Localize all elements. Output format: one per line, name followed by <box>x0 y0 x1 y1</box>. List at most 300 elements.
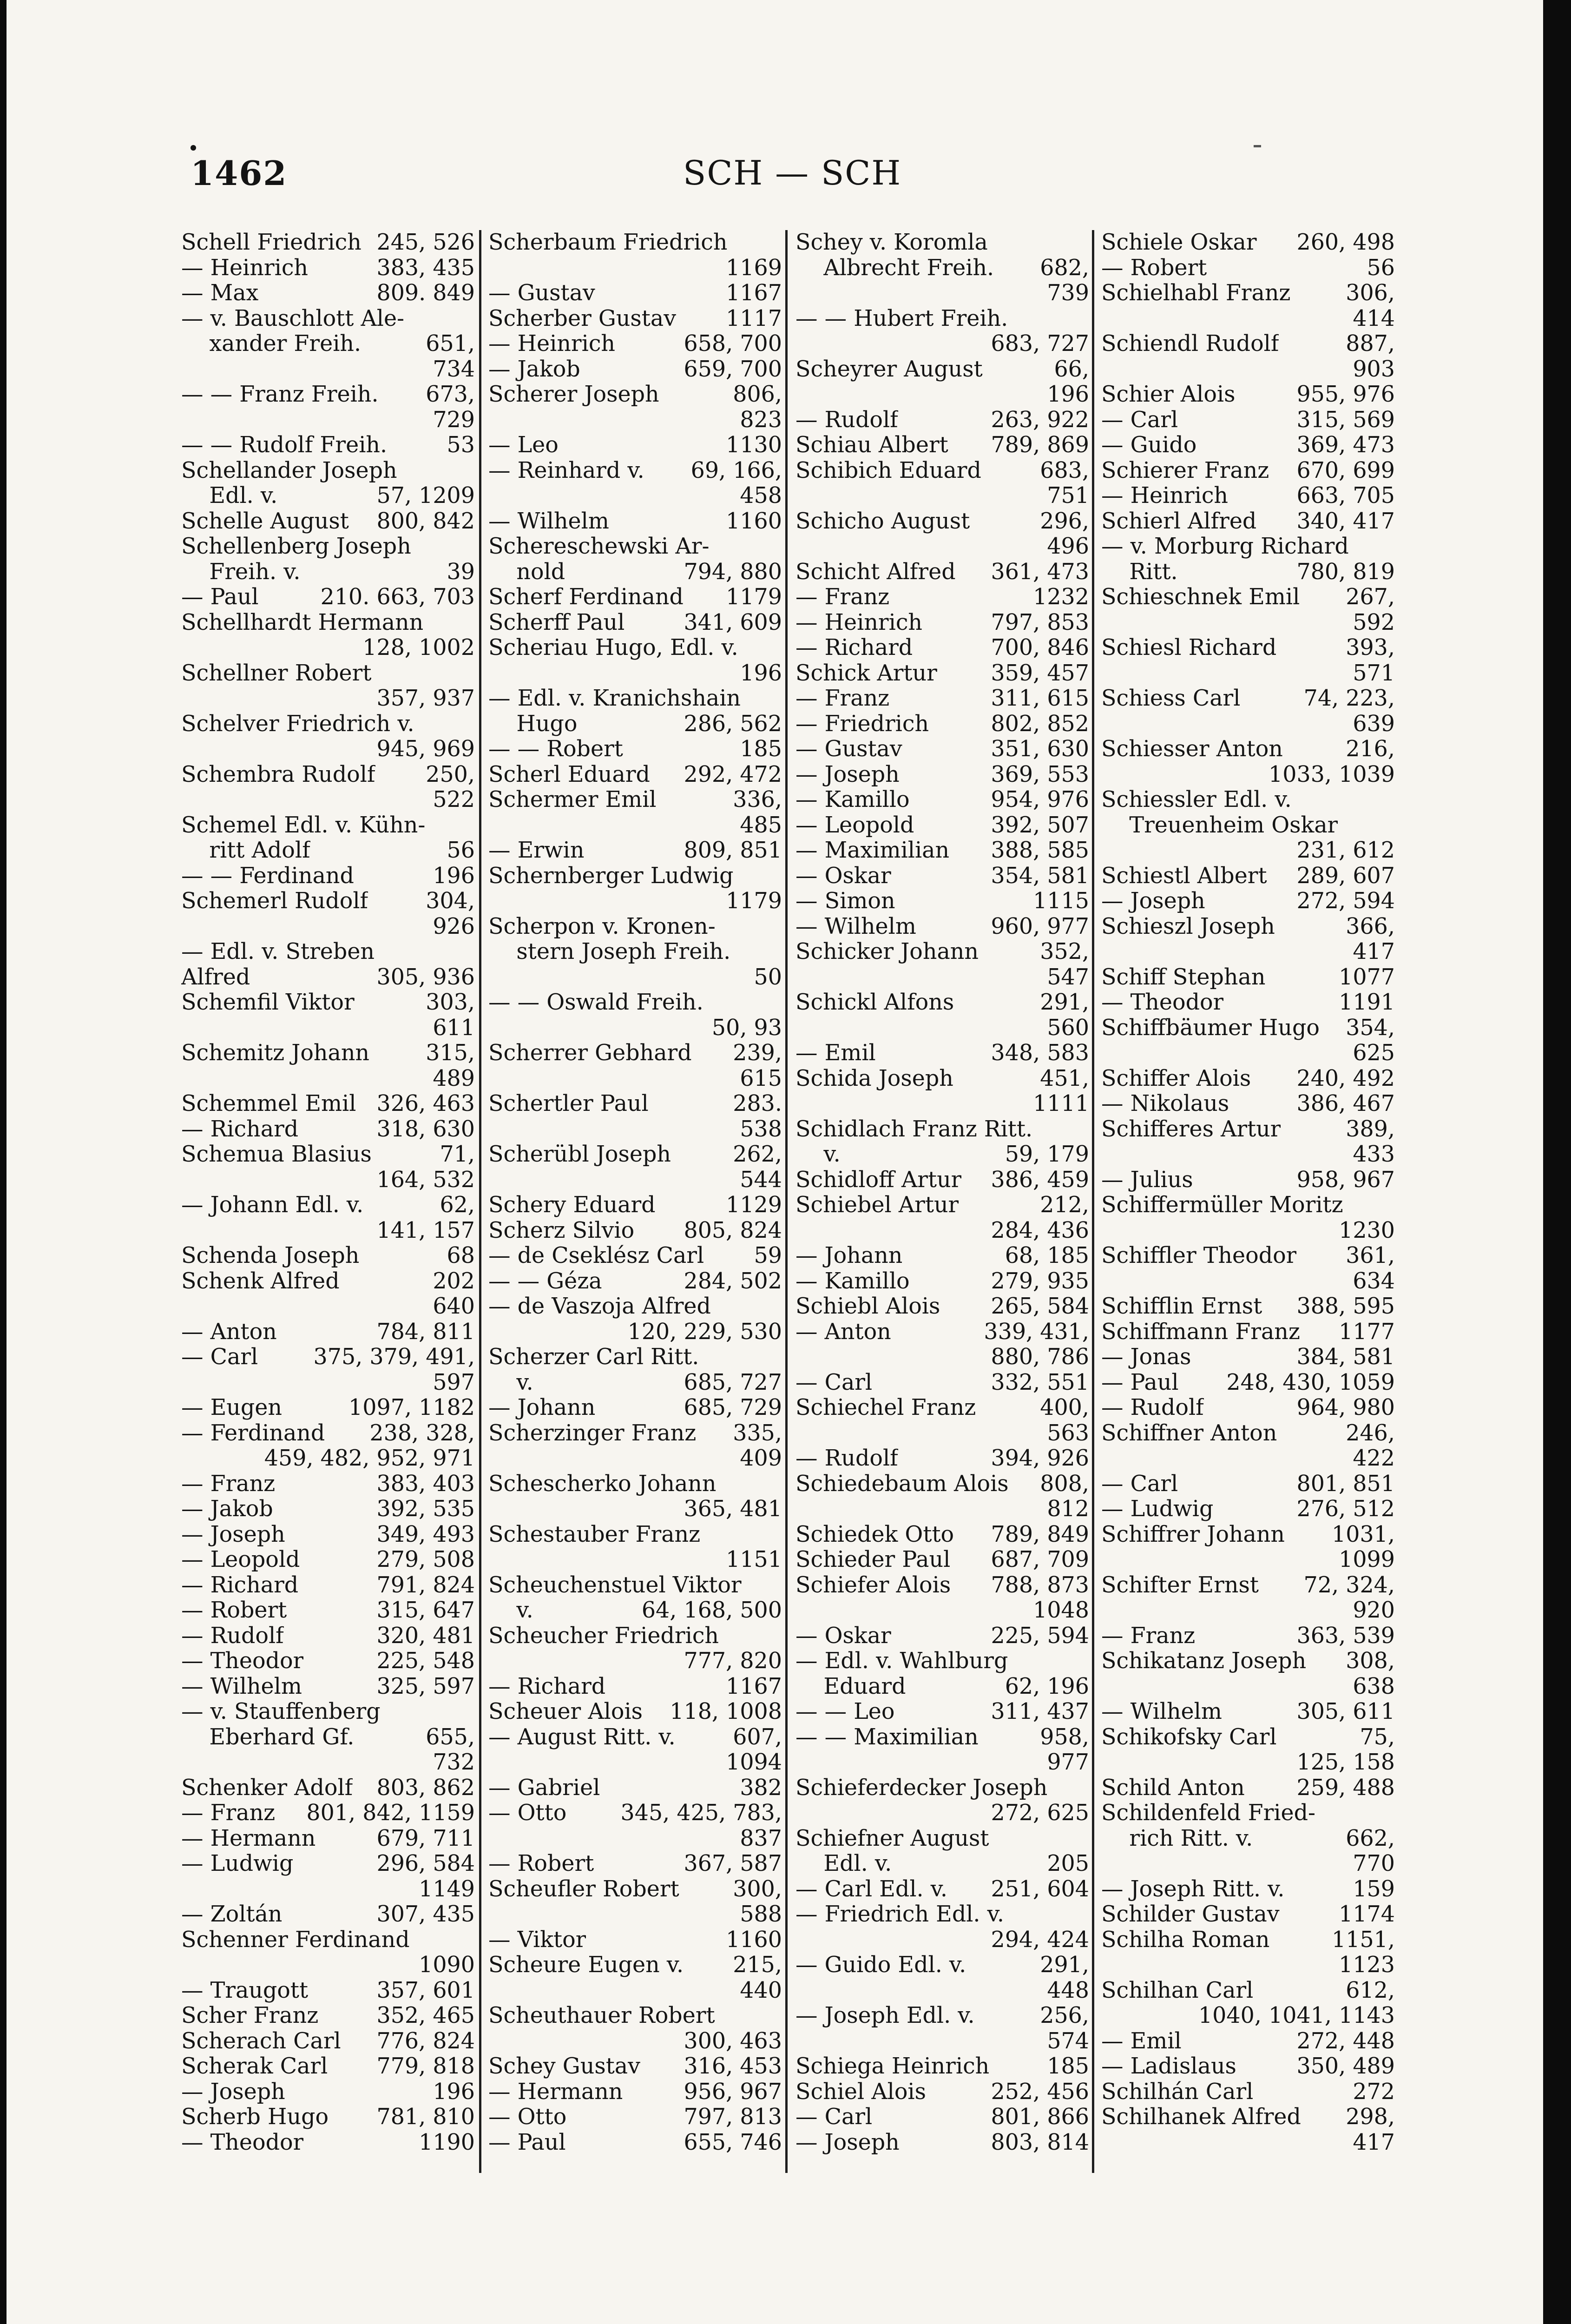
entry-name: Schiffrer Johann <box>1101 1522 1285 1547</box>
index-entry <box>795 1725 1089 1750</box>
entry-page-refs: 679, 711 <box>376 1825 475 1851</box>
entry-name: Schiefner August <box>795 1826 989 1851</box>
index-entry <box>795 1446 1089 1472</box>
entry-page-refs: 69, 166, <box>690 457 782 483</box>
entry-name: Schiega Heinrich <box>795 2054 990 2079</box>
index-entry <box>181 864 475 889</box>
entry-page-refs: 340, 417 <box>1296 508 1395 534</box>
index-entry <box>181 1294 475 1320</box>
entry-name: — Theodor <box>181 2130 304 2155</box>
index-entry <box>488 1243 782 1269</box>
entry-page-refs: 252, 456 <box>991 2079 1089 2105</box>
entry-name: Schereschewski Ar- <box>488 534 710 559</box>
entry-name: Schestauber Franz <box>488 1522 701 1547</box>
index-entry <box>488 1218 782 1244</box>
entry-page-refs: 522 <box>433 787 475 812</box>
entry-page-refs: 311, 437 <box>991 1699 1089 1724</box>
index-entry <box>181 2003 475 2029</box>
entry-name: Schernberger Ludwig <box>488 863 734 889</box>
entry-name: — Johann <box>795 1243 903 1268</box>
entry-page-refs: 383, 403 <box>376 1471 475 1497</box>
index-entry <box>181 939 475 965</box>
entry-page-refs: 196 <box>433 863 475 889</box>
entry-name: Schieder Paul <box>795 1547 951 1572</box>
entry-name: — Ludwig <box>181 1851 294 1876</box>
entry-name: Schemerl Rudolf <box>181 889 368 914</box>
entry-page-refs: 964, 980 <box>1296 1395 1395 1420</box>
entry-name: Scherber Gustav <box>488 306 677 331</box>
entry-page-refs: 1232 <box>1033 584 1089 610</box>
entry-page-refs: 880, 786 <box>991 1344 1089 1370</box>
entry-page-refs: 365, 481 <box>684 1496 782 1522</box>
entry-name: Schemitz Johann <box>181 1041 370 1066</box>
index-entry <box>1101 2003 1395 2029</box>
entry-name: — Kamillo <box>795 787 910 812</box>
index-entry <box>795 838 1089 864</box>
index-entry <box>181 585 475 610</box>
entry-page-refs: 544 <box>740 1167 782 1193</box>
entry-name: Schery Eduard <box>488 1193 656 1218</box>
entry-name: — Wilhelm <box>181 1674 302 1699</box>
entry-page-refs: 683, <box>1040 457 1089 483</box>
index-entry <box>1101 737 1395 762</box>
index-entry <box>1101 610 1395 636</box>
entry-page-refs: 74, 223, <box>1303 686 1395 711</box>
entry-name: Scherzinger Franz <box>488 1420 697 1446</box>
index-entry <box>795 331 1089 357</box>
entry-name: — Max <box>181 281 259 306</box>
entry-name: — Ferdinand <box>181 1420 325 1446</box>
index-entry <box>1101 1168 1395 1193</box>
index-entry <box>795 1699 1089 1725</box>
entry-page-refs: 800, 842 <box>376 508 475 534</box>
entry-page-refs: 770 <box>1353 1851 1395 1876</box>
entry-page-refs: 225, 594 <box>991 1623 1089 1649</box>
index-entry <box>795 1193 1089 1218</box>
index-entry <box>795 1978 1089 2004</box>
entry-page-refs: 1179 <box>726 888 782 914</box>
index-entry <box>1101 2105 1395 2130</box>
entry-name: — Richard <box>488 1674 606 1699</box>
entry-page-refs: 791, 824 <box>376 1572 475 1598</box>
index-entry <box>795 2105 1089 2130</box>
index-entry <box>795 1674 1089 1700</box>
entry-page-refs: 389, <box>1346 1116 1395 1142</box>
entry-page-refs: 375, 379, 491, <box>313 1344 475 1370</box>
entry-page-refs: 128, 1002 <box>362 635 475 660</box>
entry-name: Schembra Rudolf <box>181 762 375 787</box>
entry-page-refs: 238, 328, <box>369 1420 475 1446</box>
index-entry <box>181 686 475 712</box>
entry-name: — v. Stauffenberg <box>181 1699 381 1724</box>
entry-name: — Robert <box>181 1598 287 1623</box>
entry-page-refs: 592 <box>1353 609 1395 635</box>
index-entry <box>1101 1016 1395 1041</box>
index-entry <box>1101 1978 1395 2004</box>
entry-name: — Julius <box>1101 1167 1193 1193</box>
entry-name: Treuenheim Oskar <box>1101 812 1338 838</box>
index-entry <box>488 939 782 965</box>
entry-name: — Wilhelm <box>1101 1699 1222 1724</box>
index-entry <box>181 737 475 762</box>
index-entry <box>488 357 782 383</box>
index-entry <box>1101 1573 1395 1598</box>
entry-name: — Paul <box>488 2130 566 2155</box>
index-entry <box>795 1016 1089 1041</box>
entry-name: — Theodor <box>181 1649 304 1674</box>
index-entry <box>488 737 782 762</box>
index-entry <box>795 787 1089 813</box>
entry-page-refs: 673, <box>426 382 475 407</box>
index-entry <box>1101 1522 1395 1548</box>
entry-page-refs: 279, 508 <box>376 1547 475 1572</box>
index-entry <box>181 1091 475 1117</box>
index-entry <box>795 1953 1089 1978</box>
entry-page-refs: 361, 473 <box>991 559 1089 585</box>
entry-page-refs: 68, 185 <box>1005 1243 1089 1268</box>
index-entry <box>181 256 475 281</box>
index-entry <box>795 1421 1089 1446</box>
index-entry <box>795 813 1089 838</box>
entry-page-refs: 955, 976 <box>1296 382 1395 407</box>
entry-page-refs: 1097, 1182 <box>348 1395 475 1420</box>
entry-name: — Carl <box>181 1345 258 1370</box>
entry-name: nold <box>488 559 565 585</box>
index-entry <box>1101 965 1395 990</box>
index-entry <box>1101 1725 1395 1750</box>
entry-name: — Jonas <box>1101 1345 1191 1370</box>
entry-page-refs: 205 <box>1047 1851 1089 1876</box>
index-entry <box>795 1776 1089 1801</box>
index-entry <box>795 1902 1089 1928</box>
entry-name: — Joseph Ritt. v. <box>1101 1876 1285 1902</box>
entry-name: — Rudolf <box>795 1446 898 1471</box>
index-entry <box>488 1699 782 1725</box>
index-entry <box>1101 1624 1395 1649</box>
entry-name: Schertler Paul <box>488 1091 649 1116</box>
entry-name: Schicho August <box>795 508 970 534</box>
entry-name: — Richard <box>795 635 913 660</box>
entry-page-refs: 263, 922 <box>991 407 1089 433</box>
entry-name: Schilder Gustav <box>1101 1902 1280 1927</box>
entry-name: — Zoltán <box>181 1902 283 1927</box>
entry-name: Scherach Carl <box>181 2028 341 2054</box>
entry-page-refs: 339, 431, <box>984 1319 1089 1345</box>
entry-name: — — Géza <box>488 1268 602 1294</box>
entry-name: — Jakob <box>488 357 580 382</box>
index-entry <box>488 1725 782 1750</box>
entry-page-refs: 670, 699 <box>1296 457 1395 483</box>
entry-page-refs: 489 <box>433 1065 475 1091</box>
entry-name: ritt Adolf <box>181 838 310 863</box>
entry-name: Schenda Joseph <box>181 1243 360 1268</box>
index-entry <box>488 1573 782 1598</box>
entry-name: Schenker Adolf <box>181 1775 353 1801</box>
entry-name: Schiffner Anton <box>1101 1420 1277 1446</box>
index-entry <box>1101 1902 1395 1928</box>
index-entry <box>181 2080 475 2105</box>
index-entry <box>181 458 475 484</box>
index-entry <box>488 635 782 661</box>
entry-page-refs: 700, 846 <box>991 635 1089 660</box>
index-entry <box>488 864 782 889</box>
entry-name: — Rudolf <box>795 407 898 433</box>
entry-name: — Guido Edl. v. <box>795 1953 966 1978</box>
index-entry <box>181 1218 475 1244</box>
entry-page-refs: 332, 551 <box>991 1369 1089 1395</box>
index-entry <box>181 230 475 256</box>
entry-name: Schiele Oskar <box>1101 230 1257 255</box>
index-entry <box>181 1902 475 1928</box>
index-entry <box>1101 1294 1395 1320</box>
index-entry <box>1101 1953 1395 1978</box>
entry-name: Schidlach Franz Ritt. <box>795 1116 1033 1142</box>
entry-page-refs: 305, 936 <box>376 964 475 990</box>
entry-name: Scheriau Hugo, Edl. v. <box>488 635 738 660</box>
index-entry <box>795 256 1089 281</box>
index-entry <box>795 1395 1089 1421</box>
index-entry <box>795 483 1089 509</box>
index-entry <box>488 2105 782 2130</box>
index-entry <box>1101 1041 1395 1066</box>
entry-name: Schemel Edl. v. Kühn- <box>181 812 426 838</box>
entry-name: Schiendl Rudolf <box>1101 331 1279 357</box>
entry-page-refs: 357, 937 <box>376 686 475 711</box>
entry-page-refs: 1174 <box>1339 1901 1395 1927</box>
index-entry <box>1101 230 1395 256</box>
entry-page-refs: 440 <box>740 1977 782 2003</box>
index-entry <box>1101 1218 1395 1244</box>
entry-page-refs: 196 <box>1047 382 1089 407</box>
index-entry <box>181 712 475 737</box>
entry-name: Scheuchenstuel Viktor <box>488 1572 742 1598</box>
entry-page-refs: 388, 585 <box>991 838 1089 863</box>
entry-name: Schescherko Johann <box>488 1471 716 1497</box>
index-entry <box>181 787 475 813</box>
index-entry <box>1101 939 1395 965</box>
entry-page-refs: 315, <box>426 1040 475 1066</box>
entry-name: Schelver Friedrich v. <box>181 711 414 737</box>
index-entry <box>795 914 1089 940</box>
entry-page-refs: 315, 647 <box>376 1598 475 1623</box>
index-entry <box>1101 1674 1395 1700</box>
entry-page-refs: 687, 709 <box>991 1547 1089 1572</box>
index-entry <box>795 1928 1089 1953</box>
index-entry <box>1101 1649 1395 1674</box>
entry-name: Edl. v. <box>795 1851 892 1876</box>
entry-page-refs: 164, 532 <box>376 1167 475 1193</box>
index-entry <box>795 560 1089 585</box>
entry-page-refs: 801, 842, 1159 <box>306 1800 475 1826</box>
index-entry <box>181 1776 475 1801</box>
entry-page-refs: 1099 <box>1339 1547 1395 1572</box>
index-entry <box>488 256 782 281</box>
entry-page-refs: 803, 862 <box>376 1775 475 1801</box>
entry-name: Schell Friedrich <box>181 230 362 255</box>
index-entry <box>795 2130 1089 2156</box>
index-entry <box>488 686 782 712</box>
index-entry <box>795 661 1089 687</box>
index-entry <box>181 433 475 458</box>
index-entry <box>488 1776 782 1801</box>
entry-name: — Wilhelm <box>488 508 609 534</box>
index-entry <box>795 1243 1089 1269</box>
index-entry <box>488 2080 782 2105</box>
entry-name: Schiedek Otto <box>795 1522 954 1547</box>
entry-name: rich Ritt. v. <box>1101 1826 1253 1851</box>
entry-name: — Paul <box>1101 1370 1179 1395</box>
entry-name: Schieschnek Emil <box>1101 585 1300 610</box>
entry-page-refs: 300, 463 <box>684 2028 782 2054</box>
index-entry <box>1101 1826 1395 1852</box>
index-entry <box>795 686 1089 712</box>
entry-page-refs: 386, 467 <box>1296 1091 1395 1116</box>
entry-name: Schiau Albert <box>795 433 948 458</box>
index-entry <box>488 1801 782 1826</box>
entry-page-refs: 291, <box>1040 990 1089 1015</box>
entry-name: stern Joseph Freih. <box>488 939 731 964</box>
index-entry <box>181 1243 475 1269</box>
entry-page-refs: 296, 584 <box>376 1851 475 1876</box>
entry-page-refs: 409 <box>740 1446 782 1471</box>
index-entry <box>795 1269 1089 1294</box>
index-entry <box>795 1091 1089 1117</box>
entry-name: — Joseph <box>181 1522 285 1547</box>
entry-page-refs: 62, <box>440 1192 475 1218</box>
index-entry <box>1101 509 1395 535</box>
index-entry <box>488 1750 782 1776</box>
entry-page-refs: 382 <box>740 1775 782 1801</box>
entry-name: — Edl. v. Kranichshain <box>488 686 741 711</box>
index-entry <box>181 1016 475 1041</box>
index-entry <box>488 1497 782 1522</box>
index-entry <box>1101 1801 1395 1826</box>
entry-page-refs: 659, 700 <box>684 356 782 382</box>
index-entry <box>795 635 1089 661</box>
entry-page-refs: 417 <box>1353 2129 1395 2155</box>
entry-name: — Emil <box>795 1041 876 1066</box>
entry-page-refs: 1130 <box>726 432 782 458</box>
entry-page-refs: 300, <box>733 1876 782 1902</box>
entry-page-refs: 304, <box>426 888 475 914</box>
entry-page-refs: 215, <box>733 1952 782 1978</box>
entry-name: Schier Alois <box>1101 382 1236 407</box>
index-entry <box>1101 1851 1395 1877</box>
entry-page-refs: 496 <box>1047 534 1089 559</box>
entry-name: — Friedrich Edl. v. <box>795 1902 1004 1927</box>
index-entry <box>488 990 782 1016</box>
index-entry <box>795 939 1089 965</box>
entry-page-refs: 805, 824 <box>684 1217 782 1243</box>
index-entry <box>795 1472 1089 1497</box>
index-entry <box>1101 1193 1395 1218</box>
entry-page-refs: 640 <box>433 1294 475 1319</box>
entry-page-refs: 1160 <box>726 508 782 534</box>
entry-page-refs: 662, <box>1346 1825 1395 1851</box>
entry-page-refs: 369, 553 <box>991 761 1089 787</box>
index-entry <box>1101 408 1395 433</box>
index-entry <box>488 1294 782 1320</box>
entry-page-refs: 212, <box>1040 1192 1089 1218</box>
entry-name: Scherer Joseph <box>488 382 659 407</box>
entry-name: Scherzer Carl Ritt. <box>488 1345 699 1370</box>
index-entry <box>795 1117 1089 1142</box>
entry-page-refs: 185 <box>1047 2053 1089 2079</box>
index-column-2 <box>488 230 782 2155</box>
index-entry <box>181 2130 475 2156</box>
entry-page-refs: 729 <box>433 407 475 433</box>
index-entry <box>1101 1750 1395 1776</box>
entry-page-refs: 1151 <box>726 1547 782 1572</box>
entry-page-refs: 272, 625 <box>991 1800 1089 1826</box>
entry-name: — Joseph <box>1101 889 1205 914</box>
entry-name: Schifflin Ernst <box>1101 1294 1262 1319</box>
entry-name: — Heinrich <box>1101 483 1229 508</box>
index-entry <box>1101 458 1395 484</box>
entry-name: — Joseph Edl. v. <box>795 2003 975 2028</box>
index-entry <box>1101 1598 1395 1624</box>
entry-page-refs: 1033, 1039 <box>1269 761 1395 787</box>
entry-name: Schellner Robert <box>181 660 372 686</box>
entry-page-refs: 1167 <box>726 280 782 306</box>
entry-page-refs: 809, 851 <box>684 838 782 863</box>
entry-page-refs: 393, <box>1346 635 1395 660</box>
entry-name: Schiffler Theodor <box>1101 1243 1297 1268</box>
entry-page-refs: 780, 819 <box>1296 559 1395 585</box>
entry-page-refs: 1094 <box>726 1750 782 1775</box>
entry-page-refs: 53 <box>447 432 475 458</box>
entry-page-refs: 231, 612 <box>1296 838 1395 863</box>
entry-name: — Robert <box>1101 255 1207 281</box>
index-entry <box>1101 2080 1395 2105</box>
entry-name: — Paul <box>181 585 259 610</box>
index-entry <box>795 357 1089 383</box>
index-entry <box>488 1598 782 1624</box>
entry-name: — Otto <box>488 2105 567 2130</box>
entry-page-refs: 335, <box>733 1420 782 1446</box>
index-entry <box>488 331 782 357</box>
index-entry <box>181 408 475 433</box>
index-entry <box>795 1497 1089 1522</box>
index-entry <box>1101 661 1395 687</box>
entry-page-refs: 685, 727 <box>684 1369 782 1395</box>
entry-name: Scherak Carl <box>181 2054 328 2079</box>
entry-name: — Heinrich <box>488 331 616 357</box>
index-entry <box>181 1345 475 1370</box>
index-entry <box>181 281 475 306</box>
entry-name: — Gustav <box>795 737 902 762</box>
entry-page-refs: 246, <box>1346 1420 1395 1446</box>
page-header <box>0 153 1571 205</box>
entry-name: — Robert <box>488 1851 594 1876</box>
index-entry <box>488 1016 782 1041</box>
entry-name: v. <box>795 1142 841 1167</box>
entry-page-refs: 351, 630 <box>991 736 1089 762</box>
entry-page-refs: 120, 229, 530 <box>627 1319 782 1345</box>
index-entry <box>181 1624 475 1649</box>
entry-name: Schieferdecker Joseph <box>795 1775 1048 1801</box>
index-entry <box>488 762 782 788</box>
entry-name: Schellhardt Hermann <box>181 610 424 635</box>
entry-page-refs: 1190 <box>419 2129 475 2155</box>
index-entry <box>1101 1117 1395 1142</box>
entry-name: Scheyrer August <box>795 357 983 382</box>
entry-name: — Wilhelm <box>795 914 916 939</box>
entry-page-refs: 388, 595 <box>1296 1294 1395 1319</box>
entry-page-refs: 259, 488 <box>1296 1775 1395 1801</box>
index-entry <box>488 1826 782 1852</box>
entry-name: — Joseph <box>795 2130 900 2155</box>
